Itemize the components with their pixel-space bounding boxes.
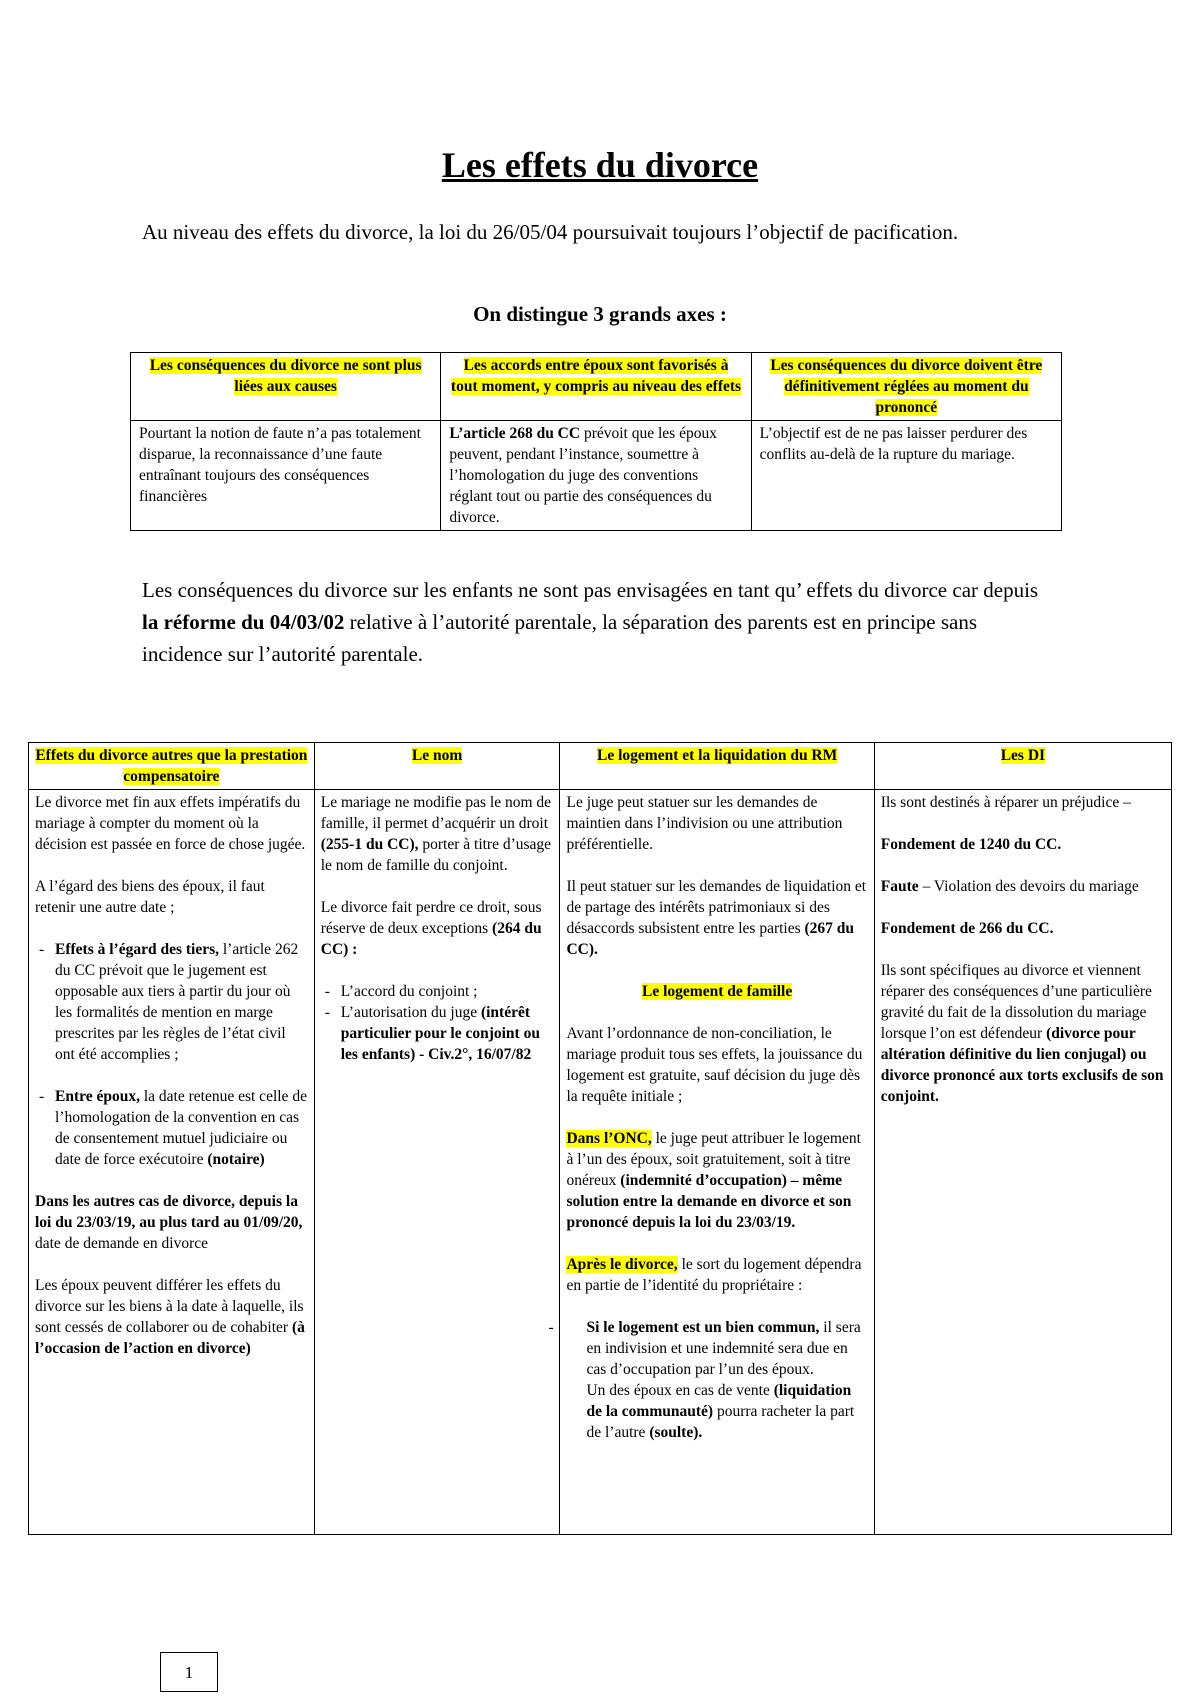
col4-p5-bold: (divorce pour altération définitive du lien conjugal) ou divorce prononcé aux torts exclusifs de son conjoint.	[880, 1025, 1164, 1105]
children-text-1: Les conséquences du divorce sur les enfants ne sont pas envisagées en tant qu’ effets du divorce car depuis	[142, 578, 1039, 602]
col1-list	[35, 939, 308, 1170]
col4-p3-bold: Faute	[880, 878, 919, 895]
col2-li2-bold: (intérêt particulier pour le conjoint ou les enfants) - Civ.2°, 16/07/82	[340, 1004, 540, 1063]
axes-cell-1	[131, 421, 441, 531]
list-item	[341, 1002, 554, 1065]
col3-subheading	[566, 981, 867, 1002]
col3-p4-bold: (indemnité d’occupation) – même solution entre la demande en divorce et son prononcé depuis la loi du 23/03/19.	[566, 1172, 852, 1231]
col3-li-text: il sera en indivision et une indemnité sera due en cas d’occupation par l’un des époux.	[586, 1319, 861, 1378]
list-item	[586, 1317, 867, 1443]
col2-p1-text: Le mariage ne modifie pas le nom de famille, il permet d’acquérir un droit	[320, 794, 552, 832]
col2-list	[321, 981, 554, 1065]
col3-p1: Le juge peut statuer sur les demandes de maintien dans l’indivision ou une attribution préférentielle.	[566, 794, 843, 853]
col2-li1-text: L’accord du conjoint ;	[340, 983, 478, 1000]
col3-p5-highlight: Après le divorce,	[566, 1256, 678, 1273]
children-paragraph	[142, 574, 1042, 670]
col3-p2-text: Il peut statuer sur les demandes de liquidation et de partage des intérêts patrimoniaux si des désaccords subsistent entre les parties	[566, 878, 867, 937]
effects-header-row	[29, 743, 1172, 790]
axes-cell-1-text: Pourtant la notion de faute n’a pas totalement disparue, la reconnaissance d’une faute entraînant toujours des conséquences financières	[139, 425, 421, 505]
col1-p3	[35, 1191, 308, 1254]
axes-cell-3	[751, 421, 1061, 531]
col2-p2-bold: (264 du CC) :	[320, 920, 542, 958]
col1-p4-bold: (à l’occasion de l’action en divorce)	[35, 1319, 305, 1357]
col1-li2-bold: Entre époux,	[55, 1088, 140, 1105]
axes-cell-3-text: L’objectif est de ne pas laisser perdurer des conflits au-delà de la rupture du mariage.	[759, 425, 1028, 463]
effects-header-1: Effets du divorce autres que la prestation compensatoire	[35, 747, 308, 785]
col3-list	[566, 1317, 867, 1443]
col4-p1: Ils sont destinés à réparer un préjudice –	[880, 794, 1131, 811]
col2-p2-text: Le divorce fait perdre ce droit, sous réserve de deux exceptions	[320, 899, 542, 937]
axes-header-2: Les accords entre époux sont favorisés à tout moment, y compris au niveau des effets	[450, 357, 742, 395]
col3-li-bold: Si le logement est un bien commun,	[586, 1319, 820, 1336]
col4-p3	[881, 876, 1165, 897]
list-item	[55, 1086, 308, 1170]
col1-li2-text: la date retenue est celle de l’homologation de la convention en cas de consentement mutuel judiciaire ou date de force exécutoire	[55, 1088, 307, 1168]
col3-li-p2: Un des époux en cas de vente	[586, 1382, 774, 1399]
axes-header-3: Les conséquences du divorce doivent être définitivement réglées au moment du prononcé	[770, 357, 1043, 416]
col1-p3-text: date de demande en divorce	[35, 1235, 208, 1252]
axes-body-row	[131, 421, 1062, 531]
axes-cell-2-bold: L’article 268 du CC	[449, 425, 581, 442]
children-bold: la réforme du 04/03/02	[142, 610, 345, 634]
effects-table	[28, 742, 1172, 1535]
axes-cell-2	[441, 421, 751, 531]
col1-li1-bold: Effets à l’égard des tiers,	[55, 941, 219, 958]
effects-col-1	[29, 790, 315, 1535]
axes-header-row	[131, 353, 1062, 421]
axes-heading: On distingue 3 grands axes :	[473, 302, 727, 326]
page-number: 1	[160, 1652, 218, 1692]
col1-li2-bold2: (notaire)	[207, 1151, 265, 1168]
effects-col-4	[874, 790, 1171, 1535]
col3-subheading-text: Le logement de famille	[642, 983, 793, 1000]
axes-table	[130, 352, 1062, 531]
col3-p4	[566, 1128, 867, 1233]
axes-header-cell	[131, 353, 441, 421]
col3-p4-text: le juge peut attribuer le logement à l’un des époux, soit gratuitement, soit à titre onéreux	[566, 1130, 861, 1189]
page-title: Les effets du divorce	[441, 145, 759, 185]
effects-header-cell	[29, 743, 315, 790]
col3-p2-bold: (267 du CC).	[566, 920, 855, 958]
col4-p5	[881, 960, 1165, 1107]
col2-p1-bold: (255-1 du CC),	[320, 836, 419, 853]
col2-p1	[321, 792, 554, 876]
col3-li-p2-rest: pourra racheter la part de l’autre	[586, 1403, 855, 1441]
children-text-2: relative à l’autorité parentale, la séparation des parents est en principe sans incidence sur l’autorité parentale.	[142, 610, 978, 666]
col4-p4	[881, 918, 1165, 939]
list-item	[55, 939, 308, 1065]
effects-header-cell	[560, 743, 874, 790]
effects-header-4: Les DI	[1000, 747, 1046, 764]
col1-p1: Le divorce met fin aux effets impératifs du mariage à compter du moment où la décision est passée en force de chose jugée.	[35, 794, 306, 853]
col4-p5-text: Ils sont spécifiques au divorce et viennent réparer des conséquences d’une particulière gravité du fait de la dissolution du mariage lorsque l’on est défendeur	[880, 962, 1152, 1042]
col4-p2-bold: Fondement de 1240 du CC.	[880, 836, 1062, 853]
col3-p5-text: le sort du logement dépendra en partie de l’identité du propriétaire :	[566, 1256, 862, 1294]
effects-body-row	[29, 790, 1172, 1535]
effects-header-3: Le logement et la liquidation du RM	[597, 747, 838, 764]
col3-p5	[566, 1254, 867, 1296]
col3-p3: Avant l’ordonnance de non-conciliation, le mariage produit tous ses effets, la jouissance du logement est gratuite, sauf décision du juge dès la requête initiale ;	[566, 1025, 863, 1105]
effects-col-2	[314, 790, 560, 1535]
col4-p4-bold: Fondement de 266 du CC.	[880, 920, 1054, 937]
axes-header-cell	[441, 353, 751, 421]
col3-p2	[566, 876, 867, 960]
col2-p2	[321, 897, 554, 960]
col4-p2	[881, 834, 1165, 855]
effects-col-3	[560, 790, 874, 1535]
list-item	[341, 981, 554, 1002]
col1-li1-text: l’article 262 du CC prévoit que le jugement est opposable aux tiers à partir du jour où les formalités de mention en marge prescrites par les règles de l’état civil ont été accomplies ;	[55, 941, 299, 1063]
col3-li-p2-bold: (liquidation de la communauté)	[586, 1382, 852, 1420]
col3-p4-highlight: Dans l’ONC,	[566, 1130, 652, 1147]
effects-header-cell	[314, 743, 560, 790]
col1-p3-bold: Dans les autres cas de divorce, depuis la loi du 23/03/19, au plus tard au 01/09/20,	[35, 1193, 303, 1231]
effects-header-cell	[874, 743, 1171, 790]
axes-cell-2-text: prévoit que les époux peuvent, pendant l’instance, soumettre à l’homologation du juge des conventions réglant tout ou partie des conséquences du divorce.	[449, 425, 717, 526]
axes-header-cell	[751, 353, 1061, 421]
axes-header-1: Les conséquences du divorce ne sont plus liées aux causes	[149, 357, 422, 395]
col2-p1-rest: porter à titre d’usage le nom de famille du conjoint.	[320, 836, 552, 874]
col4-p3-text: – Violation des devoirs du mariage	[918, 878, 1139, 895]
intro-paragraph: Au niveau des effets du divorce, la loi du 26/05/04 poursuivait toujours l’objectif de pacification.	[142, 220, 959, 244]
col1-p4-text: Les époux peuvent différer les effets du divorce sur les biens à la date à laquelle, ils sont cessés de collaborer ou de cohabiter	[35, 1277, 304, 1336]
col2-li2-text: L’autorisation du juge	[340, 1004, 481, 1021]
col1-p2: A l’égard des biens des époux, il faut retenir une autre date ;	[35, 878, 265, 916]
effects-header-2: Le nom	[411, 747, 463, 764]
col1-p4	[35, 1275, 308, 1359]
col3-li-p2-bold2: (soulte).	[649, 1424, 703, 1441]
